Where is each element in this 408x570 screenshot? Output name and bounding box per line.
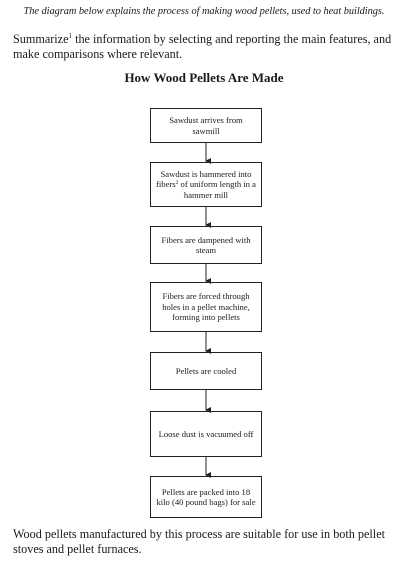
step-text: Pellets are packed into 18 kilo (40 pound bags) for sale bbox=[156, 486, 256, 507]
conclusion-text: Wood pellets manufactured by this process are suitable for use in both pellet stoves and pellet furnaces. bbox=[13, 527, 385, 556]
step-text-part: Sawdust is hammered into fibers bbox=[156, 168, 252, 190]
step-text: Loose dust is vacuumed off bbox=[158, 428, 254, 439]
instruction-rest: the information by selecting and reporting the main features, and make comparisons where relevant. bbox=[13, 32, 392, 61]
footnote-marker-1: 1 bbox=[68, 32, 73, 40]
step-text: Fibers are forced through holes in a pellet machine, forming into pellets bbox=[162, 291, 250, 323]
footnote-marker-2: 2 bbox=[175, 180, 179, 187]
step-text: Pellets are cooled bbox=[175, 365, 237, 376]
step-text-part: of uniform length in a hammer mill bbox=[178, 179, 256, 200]
step-text: Fibers are dampened with steam bbox=[161, 234, 251, 255]
diagram-title: How Wood Pellets Are Made bbox=[124, 70, 284, 85]
instruction-lead: Summarize bbox=[13, 32, 69, 46]
intro-text: The diagram below explains the process of making wood pellets, used to heat buildings. bbox=[23, 6, 385, 17]
step-text: Sawdust arrives from sawmill bbox=[169, 115, 243, 136]
